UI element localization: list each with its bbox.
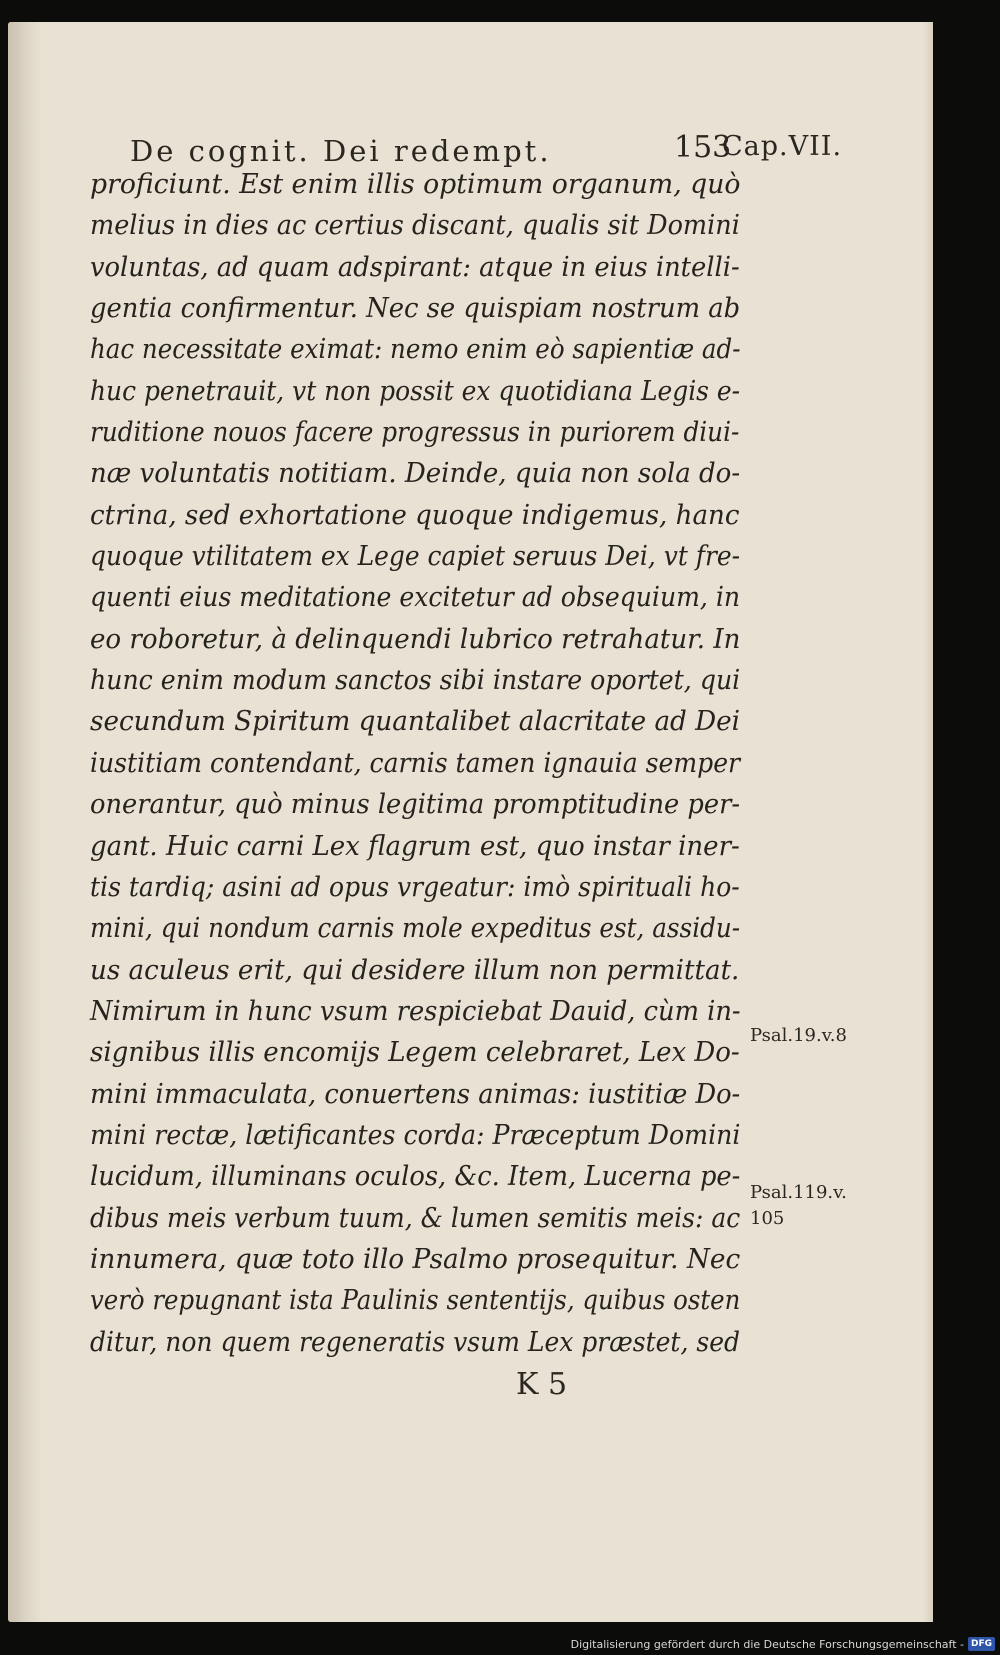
text-line: quenti eius meditatione excitetur ad obsequium, in <box>90 582 741 614</box>
text-line: melius in dies ac certius discant, qualis sit Domini <box>90 210 740 242</box>
text-line: us aculeus erit, qui desidere illum non permittat. <box>90 954 740 986</box>
text-line: dibus meis verbum tuum, & lumen semitis meis: ac <box>90 1202 741 1234</box>
footer-credit: Digitalisierung gefördert durch die Deutsche Forschungsgemeinschaft - <box>570 1637 964 1651</box>
book-page <box>8 22 933 1622</box>
chapter-label: Cap.VII. <box>722 131 843 162</box>
text-line: næ voluntatis notitiam. Deinde, quia non sola do- <box>90 458 741 490</box>
text-line: innumera, quæ toto illo Psalmo prosequitur. Nec <box>90 1243 741 1275</box>
text-line: ctrina, sed exhortatione quoque indigemus, hanc <box>90 499 740 531</box>
page-number: 153 <box>674 130 732 165</box>
text-line: hac necessitate eximat: nemo enim eò sapientiæ ad- <box>90 334 741 366</box>
margin-note-psalm-119: Psal.119.v. <box>750 1182 847 1203</box>
text-line: lucidum, illuminans oculos, &c. Item, Lucerna pe- <box>90 1161 741 1193</box>
text-line: mini immaculata, conuertens animas: iustitiæ Do- <box>90 1078 741 1110</box>
text-line: ditur, non quem regeneratis vsum Lex præstet, sed <box>90 1326 741 1358</box>
signature-mark: K 5 <box>516 1367 568 1402</box>
margin-note-psalm-19: Psal.19.v.8 <box>750 1025 847 1046</box>
text-line: proficiunt. Est enim illis optimum organum, quò <box>90 169 741 200</box>
text-line: iustitiam contendant, carnis tamen ignauia semper <box>90 747 741 779</box>
text-line: gentia confirmentur. Nec se quispiam nostrum ab <box>90 293 741 325</box>
text-line: tis tardiq; asini ad opus vrgeatur: imò spirituali ho- <box>90 871 740 903</box>
text-line: quoque vtilitatem ex Lege capiet seruus Dei, vt fre- <box>90 541 741 573</box>
text-line: eo roboretur, à delinquendi lubrico retrahatur. In <box>90 623 741 655</box>
text-line: mini, qui nondum carnis mole expeditus est, assidu- <box>90 913 741 945</box>
text-line: voluntas, ad quam adspirant: atque in eius intelli- <box>90 251 740 283</box>
digitization-footer <box>571 1636 995 1652</box>
dfg-logo-icon: DFG <box>968 1637 995 1651</box>
text-line: Nimirum in hunc vsum respiciebat Dauid, cùm in- <box>90 995 741 1027</box>
text-line: ruditione nouos facere progressus in puriorem diui- <box>90 417 740 449</box>
text-line: secundum Spiritum quantalibet alacritate ad Dei <box>90 706 741 738</box>
text-line: onerantur, quò minus legitima promptitudine per- <box>90 789 741 821</box>
margin-note-psalm-119-verse: 105 <box>750 1208 785 1229</box>
text-line: mini rectæ, lætificantes corda: Præceptum Domini <box>90 1119 741 1151</box>
text-line: hunc enim modum sanctos sibi instare oportet, qui <box>90 665 741 697</box>
text-line: gant. Huic carni Lex flagrum est, quo instar iner- <box>90 830 740 862</box>
body-text <box>90 164 740 1363</box>
text-line: verò repugnant ista Paulinis sententijs, quibus osten <box>90 1285 741 1317</box>
text-line: signibus illis encomijs Legem celebraret, Lex Do- <box>90 1037 740 1069</box>
text-line: huc penetrauit, vt non possit ex quotidiana Legis e- <box>90 375 741 407</box>
running-title: De cognit. Dei redempt. <box>130 134 552 168</box>
